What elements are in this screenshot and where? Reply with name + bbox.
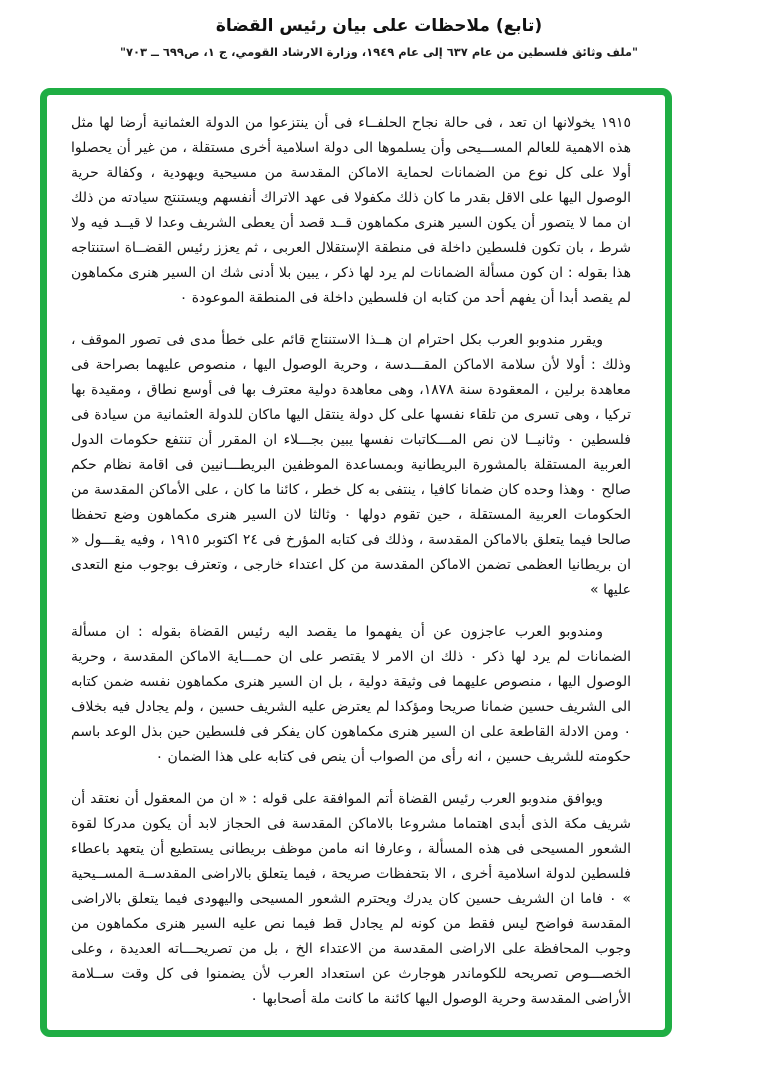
page-header bbox=[0, 16, 758, 59]
source-citation: "ملف وثائق فلسطين من عام ٦٣٧ إلى عام ١٩٤٩، وزارة الارشاد القومي، ج ١، ص٦٩٩ ــ ٧٠٣" bbox=[119, 45, 639, 59]
body-paragraph-2: ويقرر مندوبو العرب بكل احترام ان هــذا الاستنتاج قائم على خطأ مدى فى تصور الموقف ، وذلك : أولا لأن سلامة الاماكن المقـــدسة ، وحرية الوصول اليها ، منصوص عليهما بصراحة فى معاهدة برلين ، المعقودة سنة ١٨٧٨، وهى معاهدة دولية معترف بها فى أوسع نطاق ، ومقيدة بها تركيا ، وهى تسرى من تلقاء نفسها على كل دولة ينتقل اليها ماكان للدولة العثمانية من سيادة فى فلسطين ٠ وثانيــا لان نص المـــكاتبات نفسها يبين بجـــلاء ان المقرر أن تنتفع حكومات الدول العربية المستقلة بالمشورة البريطانية وبمساعدة الموظفين البريطـــانيين فى اقامة نظام حكم صالح ٠ وهذا وحده كان ضمانا كافيا ، ينتفى به كل خطر ، كائنا ما كان ، على الأماكن المقدسة من الحكومات العربية المستقلة ، حين تقوم دولها ٠ وثالثا لان السير هنرى مكماهون وضع تحفظا صالحا فيما يتعلق بالاماكن المقدسة ، وذلك فى كتابه المؤرخ فى ٢٤ اكتوبر ١٩١٥ ، وفيه يقـــول « ان بريطانيا العظمى تضمن الاماكن المقدسة من كل اعتداء خارجى ، وتعترف بوجوب منع التعدى عليها » bbox=[71, 332, 631, 598]
document-frame bbox=[40, 88, 672, 1037]
page-title: (تابع) ملاحظات على بيان رئيس القضاة bbox=[215, 16, 543, 36]
body-paragraph-1: ١٩١٥ يخولانها ان تعد ، فى حالة نجاح الحلفــاء فى أن ينتزعوا من الدولة العثمانية أرضا لها مثل هذه الاهمية للعالم المســـيحى وأن يسلموها الى دولة اسلامية أخرى مستقلة ، من غير أن يحصلوا أولا على كل نوع من الضمانات لحماية الاماكن المقدسة من مسيحية ويهودية ، وكفالة حرية الوصول اليها على الاقل بقدر ما كان ذلك مكفولا فى عهد الاتراك أنفسهم ويستنتج سيادته من ذلك ان مما لا يتصور أن يكون السير هنرى مكماهون قــد قصد أن يعطى الشريف وعدا لا قيــد فيه ولا شرط ، بان تكون فلسطين داخلة فى منطقة الإستقلال العربى ، ثم يعزز رئيس القضــاة استنتاجه هذا بقوله : ان كون مسألة الضمانات لم يرد لها ذكر ، يبين بلا أدنى شك ان السير هنرى مكماهون لم يقصد أبدا أن يفهم أحد من كتابه ان فلسطين داخلة فى المنطقة الموعودة ٠ bbox=[71, 115, 631, 306]
body-paragraph-4: ويوافق مندوبو العرب رئيس القضاة أتم الموافقة على قوله : « ان من المعقول أن نعتقد أن شريف مكة الذى أبدى اهتماما مشروعا بالاماكن المقدسة فى الحجاز لابد أن يكون مدركا لقوة الشعور المسيحى فى هذه المسألة ، وعارفا انه مامن موظف بريطانى يستطيع أن يتعهد باعطاء فلسطين لدولة اسلامية أخرى ، الا بتحفظات صريحة ، فيما يتعلق بالاراضى المقدســة المســيحية » ٠ فاما ان الشريف حسين كان يدرك ويحترم الشعور المسيحى واليهودى فيما يتعلق بالاراضى المقدسة فواضح ليس فقط من كونه لم يجادل قط فيما نص عليه السير هنرى مكماهون من وجوب المحافظة على الاراضى المقدسة من الاعتداء الخ ، بل من تصريحـــاته العديدة ، وعلى الخصـــوص تصريحه للكوماندر هوجارث عن استعداد العرب لأن يضمنوا فى كل وقت ســلامة الأراضى المقدسة وحرية الوصول اليها كائنة ما كانت ملة أصحابها ٠ bbox=[71, 791, 631, 1007]
body-paragraph-3: ومندوبو العرب عاجزون عن أن يفهموا ما يقصد اليه رئيس القضاة بقوله : ان مسألة الضمانات لم يرد لها ذكر ٠ ذلك ان الامر لا يقتصر على ان حمـــاية الاماكن المقدسة ، وحرية الوصول اليها ، منصوص عليهما فى وثيقة دولية ، بل ان السير هنرى مكماهون نفسه ضمن كتابه الى الشريف حسين ضمانا صريحا ومؤكدا لم يعترض عليه الشريف حسين ، ولم يجادل فيه بخلاف ٠ ومن الادلة القاطعة على ان السير هنرى مكماهون كان يفكر فى فلسطين حين بذل الوعد باسم حكومته للشريف حسين ، انه رأى من الصواب أن ينص فى كتابه على هذا الضمان ٠ bbox=[71, 624, 632, 765]
